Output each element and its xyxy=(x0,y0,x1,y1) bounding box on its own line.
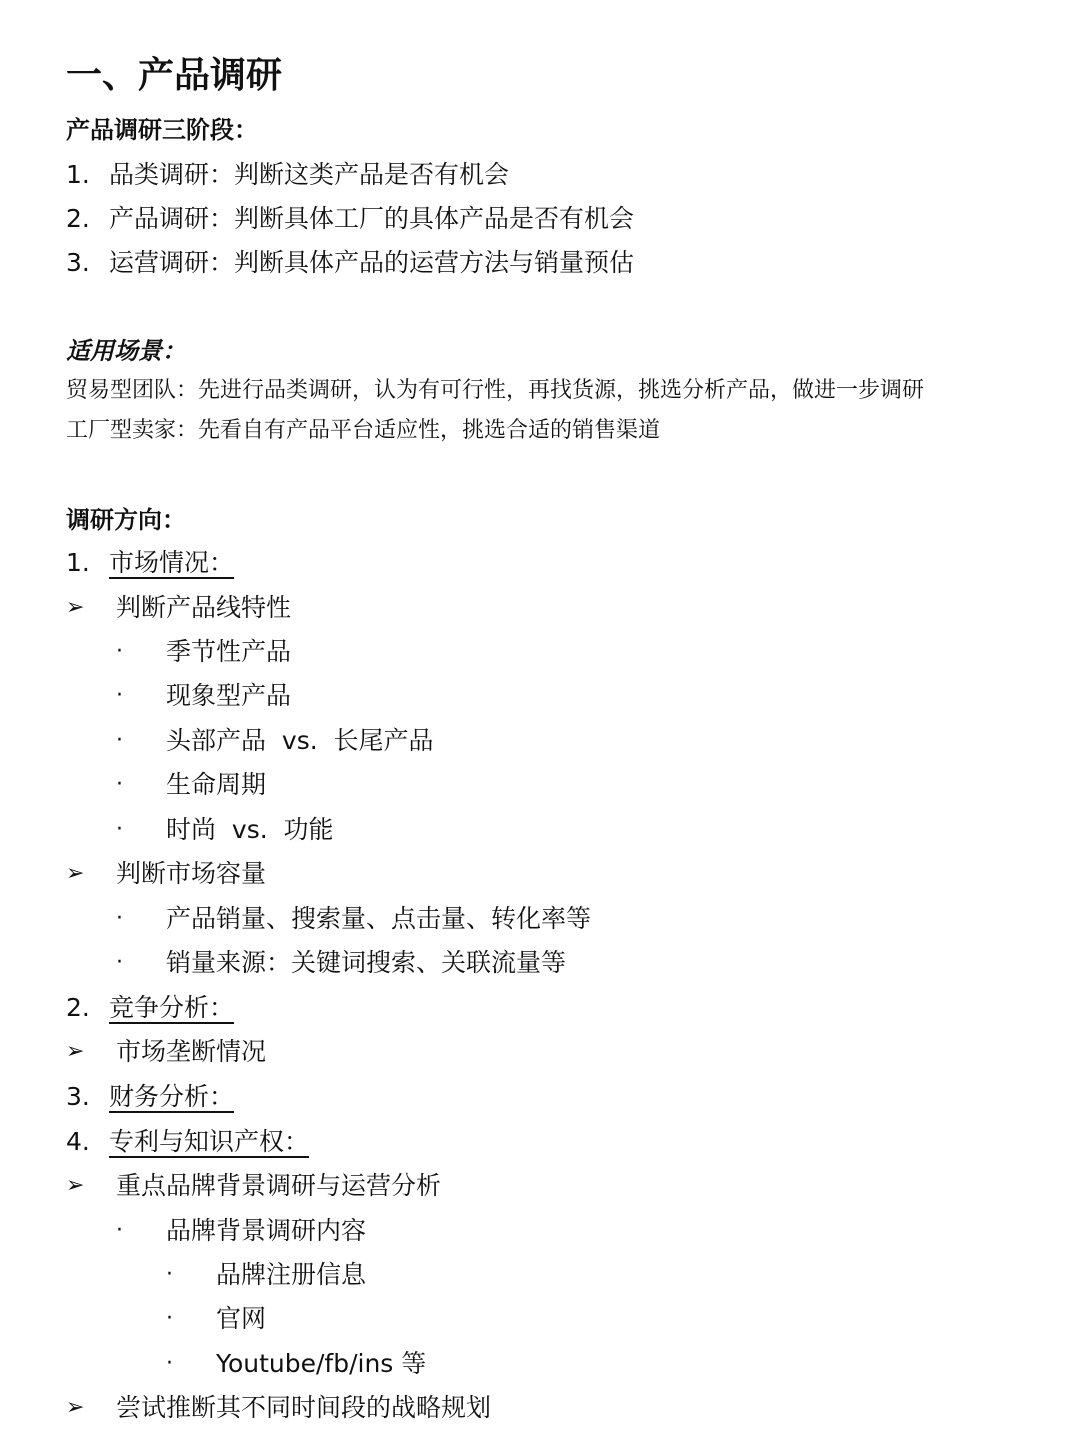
stage-number: 2. xyxy=(66,204,90,233)
dot-item: 品牌背景调研内容 xyxy=(166,1216,367,1245)
dot-bullet-icon: · xyxy=(166,1262,173,1287)
dot-item: 时尚 vs. 功能 xyxy=(166,815,334,844)
dot-item: 销量来源：关键词搜索、关联流量等 xyxy=(166,948,567,977)
section-title: 专利与知识产权： xyxy=(109,1127,310,1156)
arrow-item: 尝试推断其不同时间段的战略规划 xyxy=(116,1393,492,1422)
scenario-line: 工厂型卖家：先看自有产品平台适应性，挑选合适的销售渠道 xyxy=(66,418,661,443)
arrow-bullet-icon: ➢ xyxy=(66,1395,85,1420)
dot-item: 官网 xyxy=(216,1304,267,1333)
dot-bullet-icon: · xyxy=(116,1218,123,1243)
dot-bullet-icon: · xyxy=(116,817,123,842)
arrow-bullet-icon: ➢ xyxy=(66,861,85,886)
dot-bullet-icon: · xyxy=(116,950,123,975)
dot-item: 生命周期 xyxy=(166,770,267,799)
scenario-line: 贸易型团队：先进行品类调研，认为有可行性，再找货源，挑选分析产品，做进一步调研 xyxy=(66,378,925,403)
scenarios-heading: 适用场景： xyxy=(66,337,186,365)
dot-item: 头部产品 vs. 长尾产品 xyxy=(166,726,434,755)
arrow-item: 重点品牌背景调研与运营分析 xyxy=(116,1171,442,1200)
page-title: 一、产品调研 xyxy=(66,55,283,96)
arrow-bullet-icon: ➢ xyxy=(66,1173,85,1198)
stage-item: 运营调研：判断具体产品的运营方法与销量预估 xyxy=(109,248,635,277)
section-number: 1. xyxy=(66,548,90,577)
arrow-item: 市场垄断情况 xyxy=(116,1037,267,1066)
dot-item: 产品销量、搜索量、点击量、转化率等 xyxy=(166,904,592,933)
section-title: 财务分析： xyxy=(109,1082,235,1111)
dot-bullet-icon: · xyxy=(166,1351,173,1376)
stages-heading: 产品调研三阶段： xyxy=(66,116,258,144)
section-title: 市场情况： xyxy=(109,548,235,577)
dot-bullet-icon: · xyxy=(116,683,123,708)
dot-item: 品牌注册信息 xyxy=(216,1260,367,1289)
dot-bullet-icon: · xyxy=(166,1306,173,1331)
dot-bullet-icon: · xyxy=(116,639,123,664)
arrow-bullet-icon: ➢ xyxy=(66,595,85,620)
dot-item: Youtube/fb/ins 等 xyxy=(216,1349,427,1378)
directions-heading: 调研方向： xyxy=(66,506,186,534)
section-number: 3. xyxy=(66,1082,90,1111)
stage-number: 3. xyxy=(66,248,90,277)
section-number: 4. xyxy=(66,1127,90,1156)
arrow-item: 判断产品线特性 xyxy=(116,593,292,622)
arrow-item: 判断市场容量 xyxy=(116,859,267,888)
stage-item: 产品调研：判断具体工厂的具体产品是否有机会 xyxy=(109,204,635,233)
arrow-bullet-icon: ➢ xyxy=(66,1039,85,1064)
dot-bullet-icon: · xyxy=(116,728,123,753)
section-title: 竞争分析： xyxy=(109,993,235,1022)
dot-bullet-icon: · xyxy=(116,772,123,797)
dot-item: 现象型产品 xyxy=(166,681,292,710)
stage-item: 品类调研：判断这类产品是否有机会 xyxy=(109,160,510,189)
section-number: 2. xyxy=(66,993,90,1022)
dot-item: 季节性产品 xyxy=(166,637,292,666)
stage-number: 1. xyxy=(66,160,90,189)
dot-bullet-icon: · xyxy=(116,906,123,931)
